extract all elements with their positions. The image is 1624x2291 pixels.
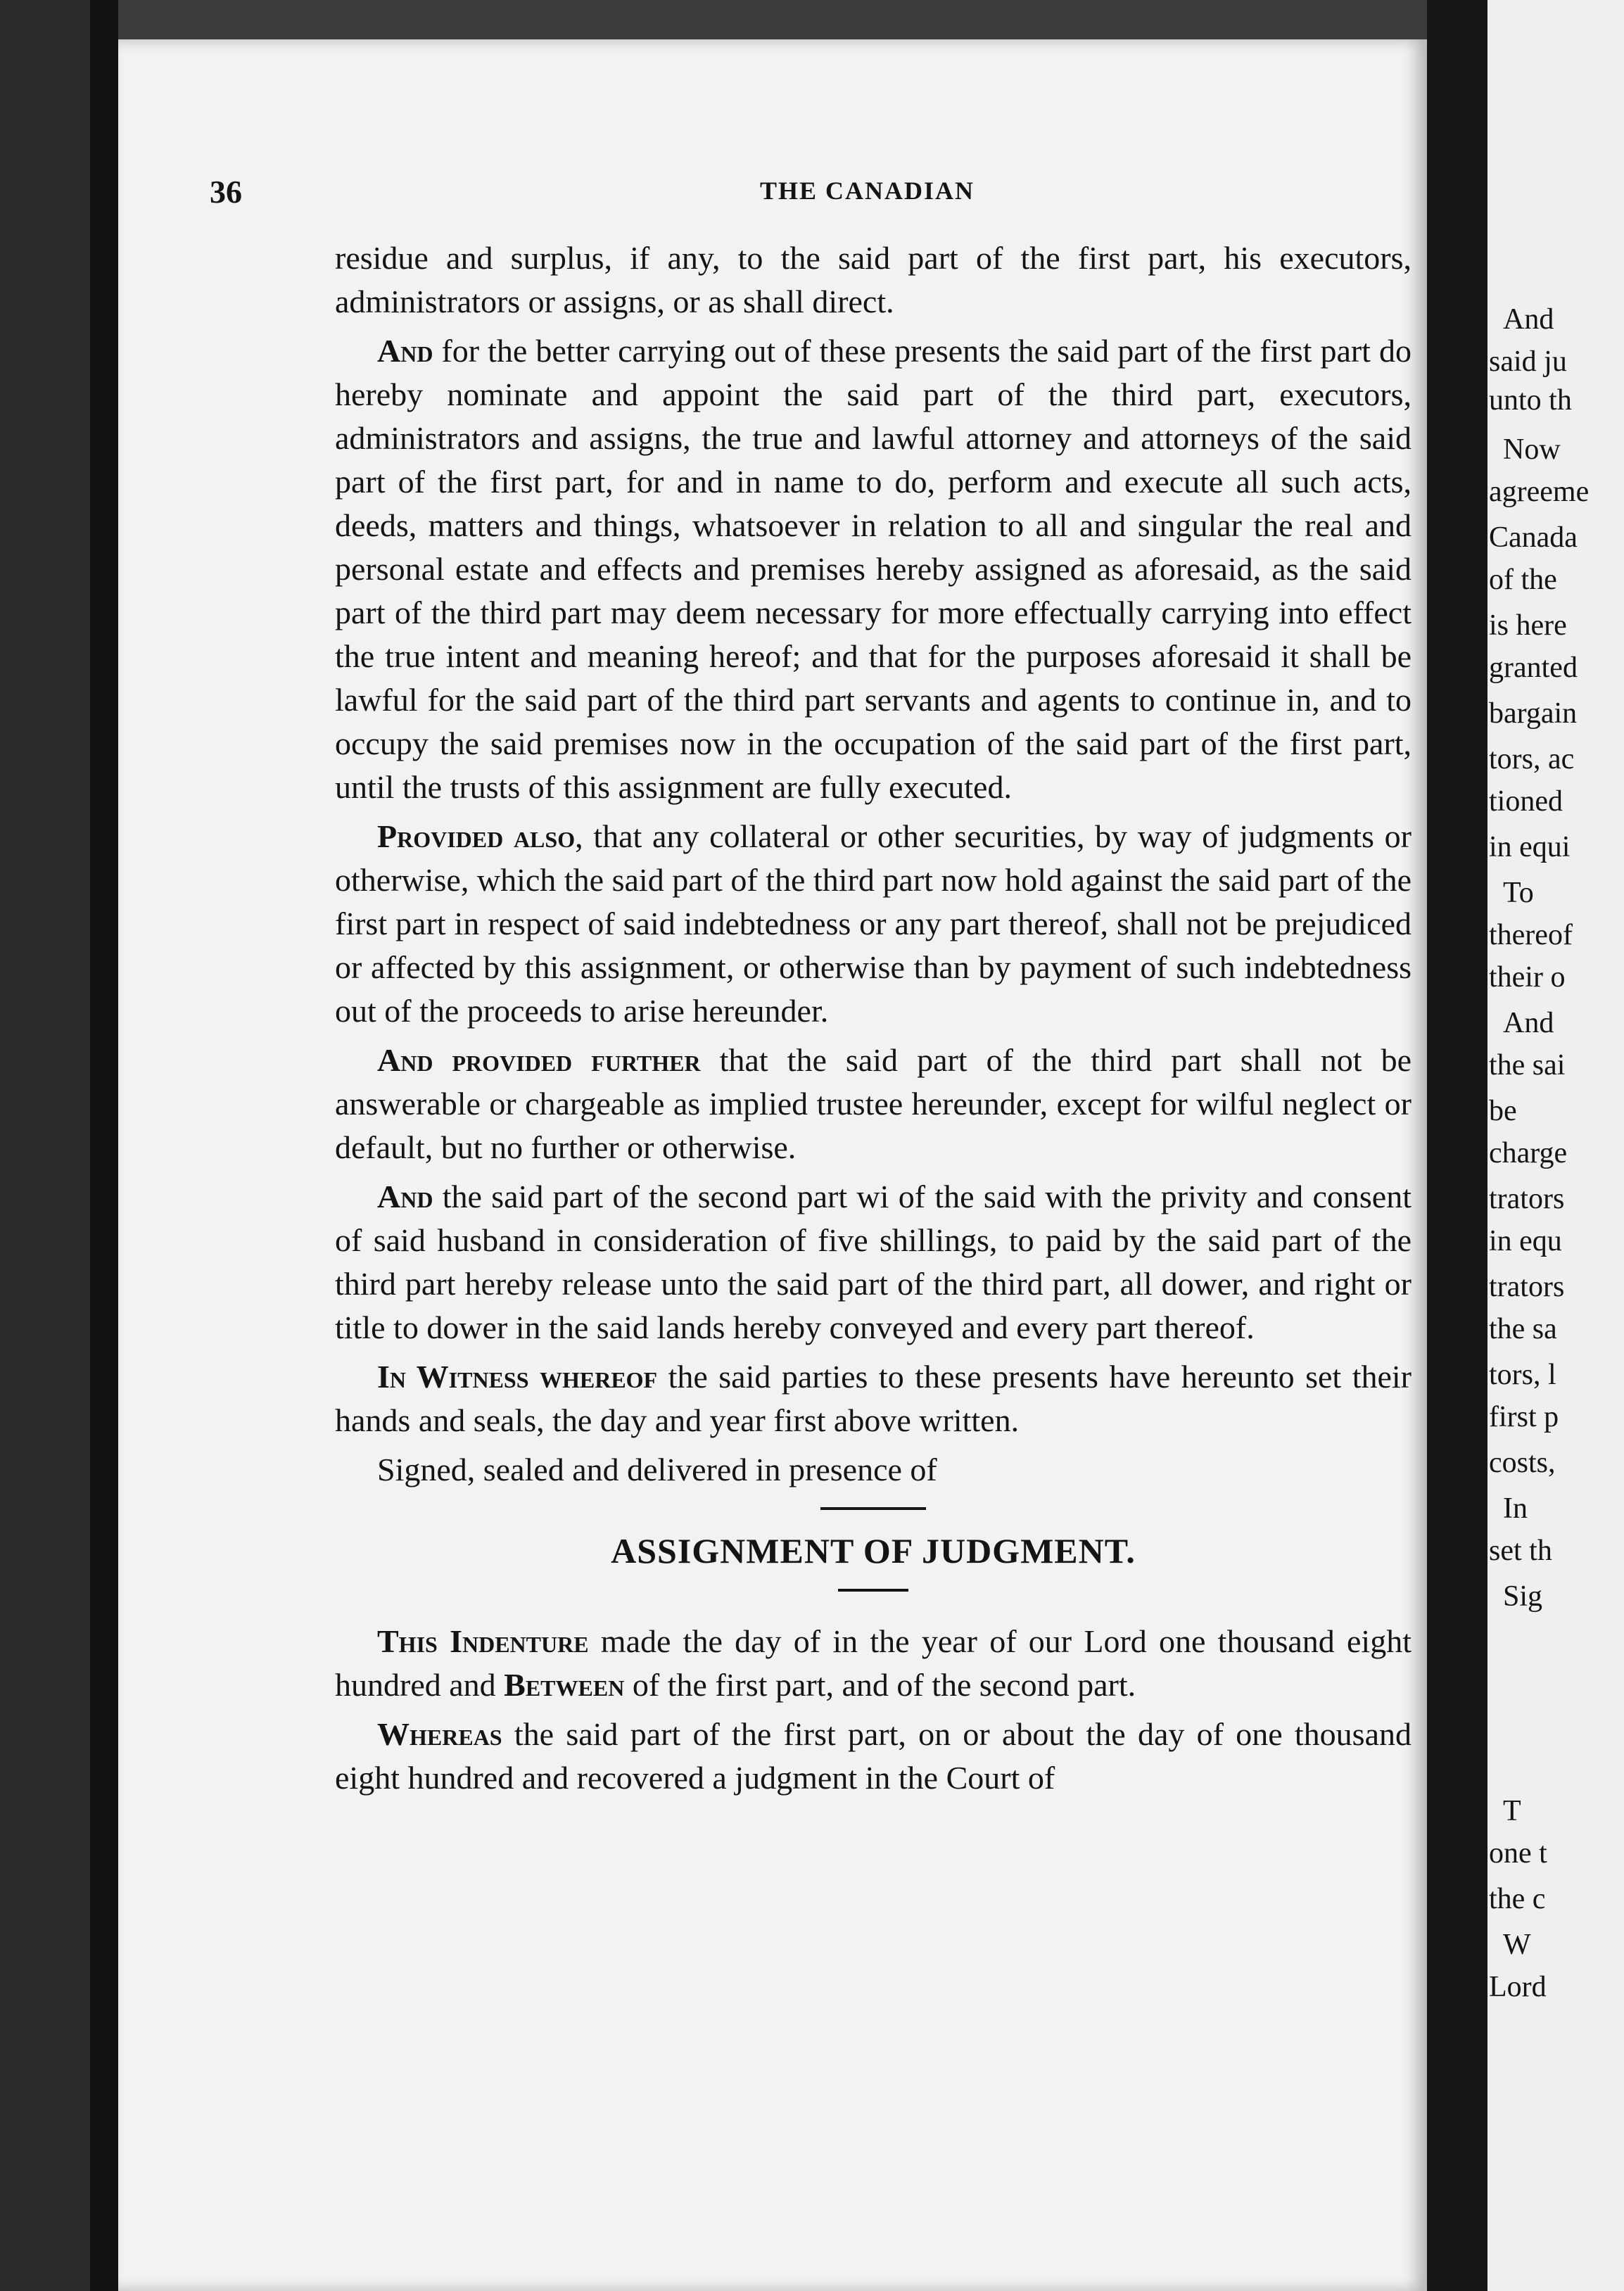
facing-page-fragment: Now: [1503, 433, 1561, 466]
facing-page-fragment: the sai: [1489, 1049, 1566, 1081]
facing-page-fragment: be: [1489, 1095, 1517, 1127]
paragraph-provided-further: And provided further that the said part of the third part shall not be answerable or chargeable as implied trustee hereunder, except for wilful neglect or default, but no further or otherwise.: [335, 1042, 1412, 1165]
facing-page-fragment: one t: [1489, 1837, 1547, 1870]
facing-page-fragment: T: [1503, 1795, 1521, 1827]
paragraph-whereas: Whereas the said part of the first part, on or about the day of one thousand eight hundred and recovered a judgment in the Court of: [335, 1716, 1412, 1796]
facing-page-fragment: tioned: [1489, 785, 1563, 818]
facing-page-fragment: granted: [1489, 652, 1578, 684]
paragraph-dower: And the said part of the second part wi of the said with the privity and consent of said husband in consideration of five shillings, to paid by the said part of the third part hereby release unto the said part of the third part, all dower, and right or title to dower in the said lands hereby conveyed and every part thereof.: [335, 1179, 1412, 1345]
running-title: THE CANADIAN: [760, 177, 975, 205]
facing-page-fragment: bargain: [1489, 697, 1578, 730]
facing-page-fragment: tors, l: [1489, 1359, 1556, 1391]
book-gutter: [1427, 0, 1487, 2291]
facing-page-fragment: in equ: [1489, 1225, 1562, 1257]
facing-page-fragment: And: [1503, 303, 1554, 336]
facing-page-fragment: tors, ac: [1489, 743, 1575, 775]
facing-page-fragment: agreeme: [1489, 476, 1590, 508]
facing-page-fragment: thereof: [1489, 919, 1573, 951]
facing-page-fragment: And: [1503, 1007, 1554, 1039]
facing-page-fragment: Sig: [1503, 1580, 1543, 1613]
section-rule-bottom: [838, 1589, 908, 1592]
page-header: [210, 173, 1406, 215]
facing-page-fragment: costs,: [1489, 1447, 1556, 1479]
facing-page-fragment: first p: [1489, 1401, 1559, 1433]
scan-left-margin: [0, 0, 118, 2291]
paragraph-provided-also: Provided also, that any collateral or other securities, by way of judgments or otherwise, which the said part of the third part now hold against the said part of the first part in respect of said indebtedness or any part thereof, shall not be prejudiced or affected by this assignment, or otherwise than by payment of such indebtedness out of the proceeds to arise hereunder.: [335, 818, 1412, 1029]
facing-page-fragment: trators: [1489, 1271, 1565, 1303]
paragraph-attorney: And for the better carrying out of these presents the said part of the first part do hereby nominate and appoint the said part of the third part, executors, administrators and assigns, the true and lawful attorney and attorneys of the said part of the first part, for and in name to do, perform and execute all such acts, deeds, matters and things, whatsoever in relation to all and singular the real and personal estate and effects and premises hereby assigned as aforesaid, as the said part of the third part may deem necessary for more effectually carrying into effect the true intent and meaning hereof; and that for the purposes aforesaid it shall be lawful for the said part of the third part servants and agents to continue in, and to occupy the said premises now in the occupation of the said part of the first part, until the trusts of this assignment are fully executed.: [335, 333, 1412, 805]
facing-page-fragment: unto th: [1489, 384, 1572, 417]
paragraph-signed: Signed, sealed and delivered in presence of: [377, 1452, 937, 1487]
facing-page-fragment: said ju: [1489, 345, 1567, 378]
facing-page-fragment: Canada: [1489, 521, 1578, 554]
paragraph-residue: residue and surplus, if any, to the said part of the first part, his executors, administrators or assigns, or as shall direct.: [335, 240, 1412, 319]
facing-page-fragment: In: [1503, 1492, 1528, 1525]
section-rule-top: [820, 1507, 926, 1510]
facing-page-fragment: of the: [1489, 564, 1557, 596]
facing-page-edge: [1487, 0, 1624, 2291]
paragraph-witness: In Witness whereof the said parties to these presents have hereunto set their hands and seals, the day and year first above written.: [335, 1359, 1412, 1438]
facing-page-fragment: is here: [1489, 609, 1567, 642]
facing-page-fragment: set th: [1489, 1535, 1552, 1567]
facing-page-fragment: trators: [1489, 1183, 1565, 1215]
facing-page-fragment: the c: [1489, 1883, 1546, 1915]
facing-page-fragment: To: [1503, 877, 1534, 909]
facing-page-fragment: charge: [1489, 1137, 1568, 1169]
facing-page-fragment: their o: [1489, 961, 1566, 994]
facing-page-fragment: in equi: [1489, 831, 1571, 863]
page-number: 36: [210, 174, 242, 210]
facing-page-fragment: Lord: [1489, 1971, 1547, 2003]
facing-page-fragment: the sa: [1489, 1313, 1557, 1345]
section-heading: ASSIGNMENT OF JUDGMENT.: [611, 1531, 1136, 1570]
paragraph-indenture: This Indenture made the day of in the year of our Lord one thousand eight hundred and Between of the first part, and of the second part.: [335, 1623, 1412, 1703]
facing-page-fragment: W: [1503, 1929, 1531, 1961]
page-body: [335, 236, 1412, 1805]
